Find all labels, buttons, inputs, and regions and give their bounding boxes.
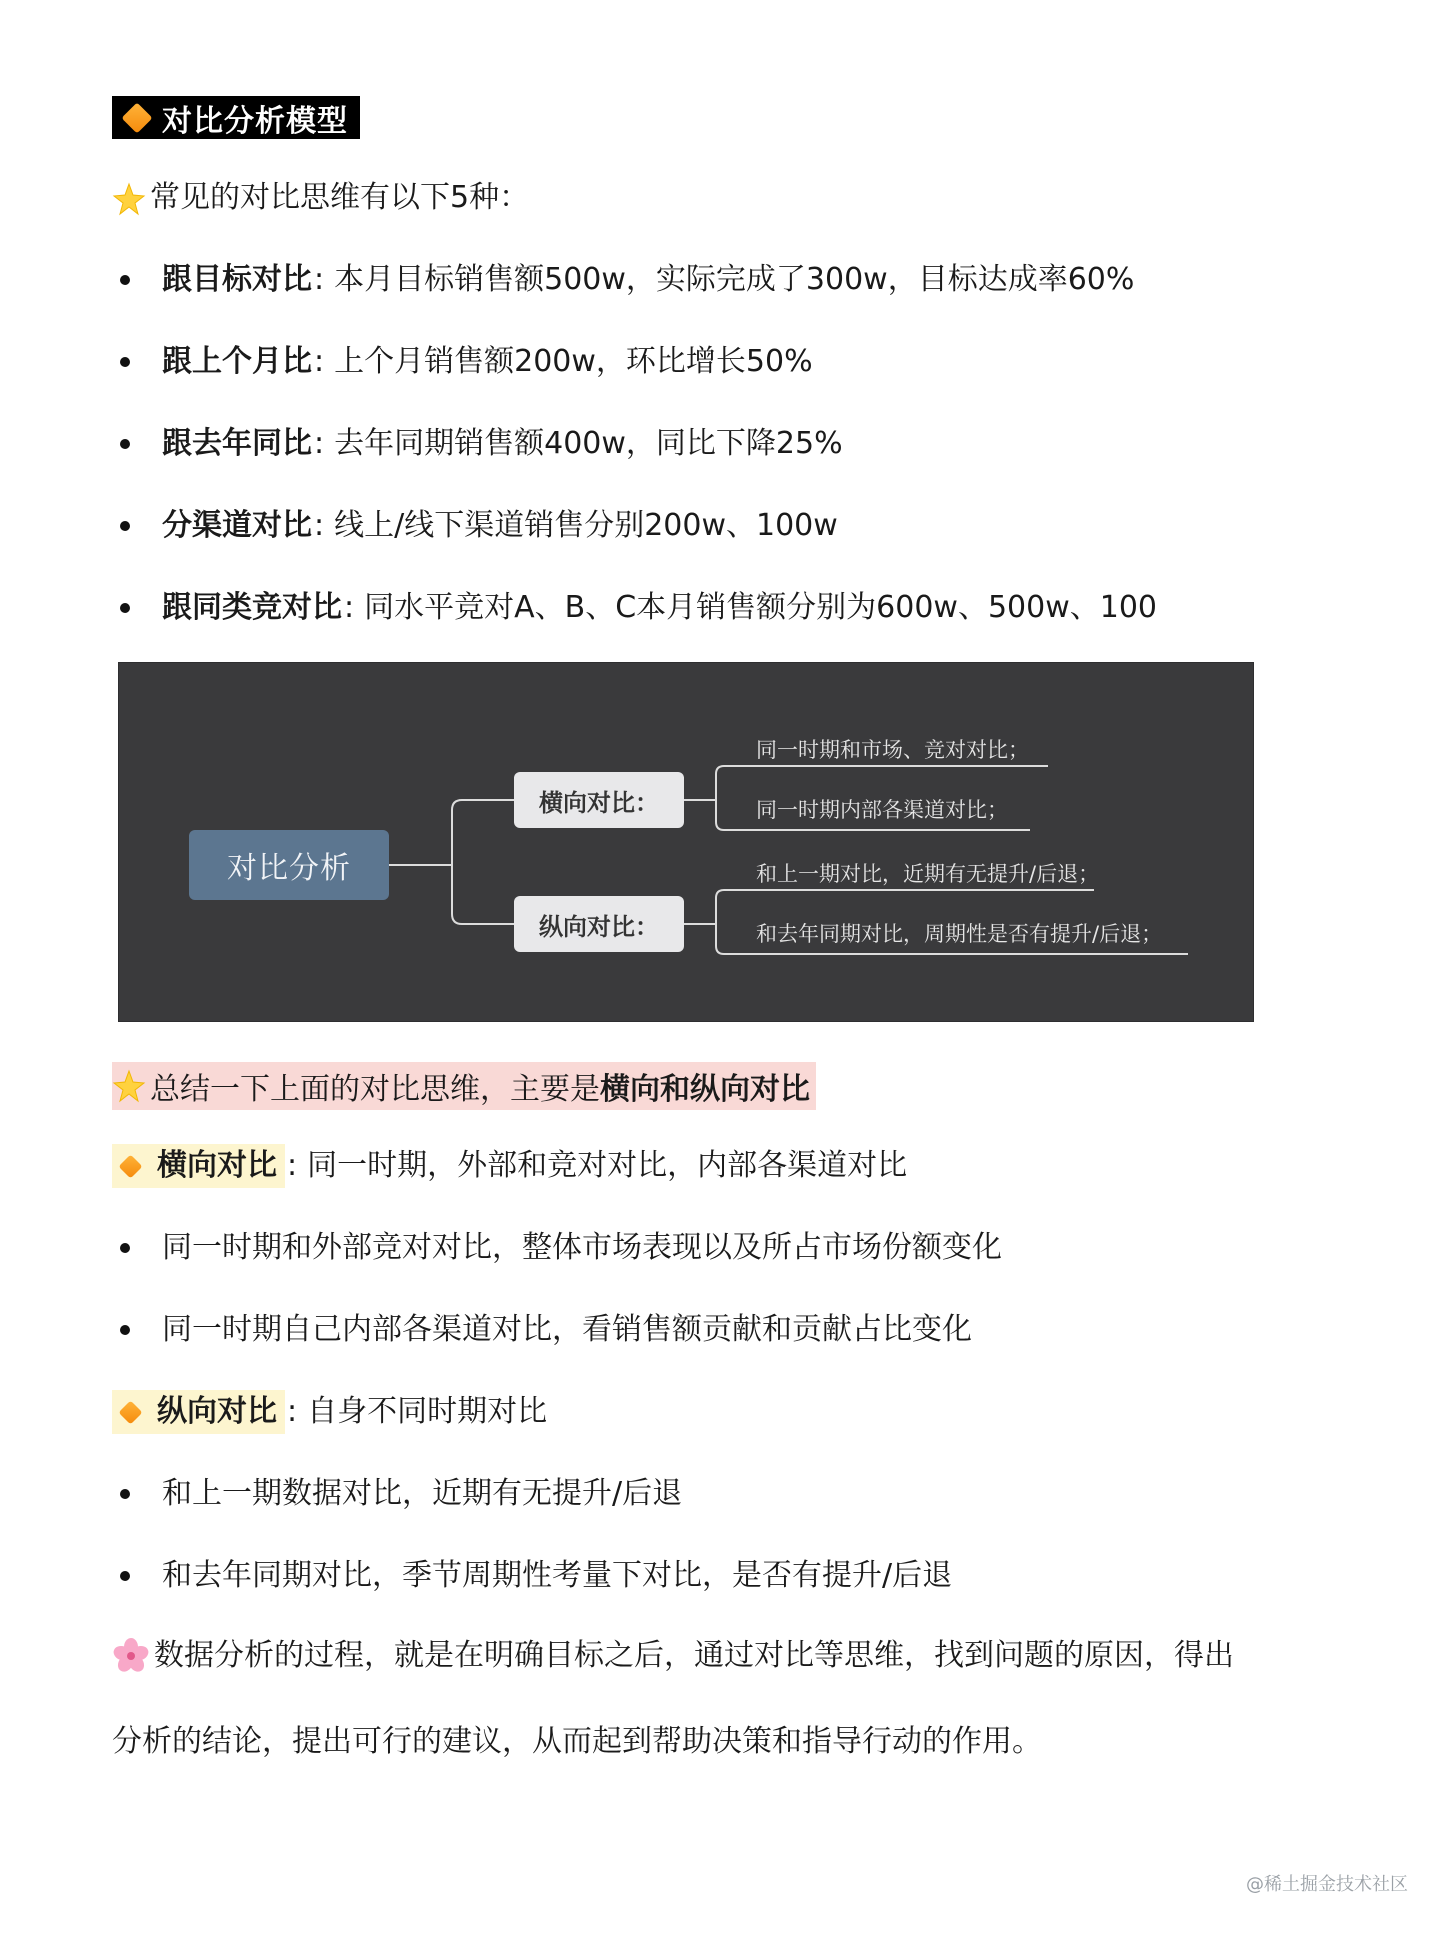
summary-bold-text: 横向和纵向对比: [600, 1072, 810, 1107]
bullet-dot-icon: [120, 1243, 130, 1253]
diagram-horizontal-node: 横向对比：: [514, 772, 684, 828]
summary-line: [112, 1062, 816, 1110]
list-item-text: 同水平竞对A、B、C本月销售额分别为600w、500w、100: [364, 590, 1158, 625]
vertical-text: 自身不同时期对比: [307, 1394, 548, 1429]
mindmap-diagram: [118, 662, 1254, 1022]
list-item-text: 本月目标销售额500w，实际完成了300w，目标达成率60%: [334, 262, 1135, 297]
horizontal-label: 横向对比: [157, 1148, 277, 1183]
conclusion-line-2: [112, 1722, 1042, 1762]
diagram-root-node: 对比分析: [189, 830, 389, 900]
list-item: 跟去年同比 : 去年同期销售额400w，同比下降25%: [120, 424, 843, 464]
vertical-heading: 纵向对比 : 自身不同时期对比: [112, 1390, 547, 1434]
bullet-dot-icon: [120, 1489, 130, 1499]
list-item: 跟上个月比 : 上个月销售额200w，环比增长50%: [120, 342, 813, 382]
list-item-label: 分渠道对比: [162, 508, 312, 543]
horizontal-label-tag: [112, 1144, 285, 1188]
list-item: 分渠道对比 : 线上/线下渠道销售分别200w、100w: [120, 506, 838, 546]
list-item: 跟目标对比 : 本月目标销售额500w，实际完成了300w，目标达成率60%: [120, 260, 1134, 300]
orange-diamond-icon: [118, 1400, 142, 1424]
bullet-dot-icon: [120, 603, 130, 613]
horizontal-heading: 横向对比 : 同一时期，外部和竞对对比，内部各渠道对比: [112, 1144, 907, 1188]
sparkle-star-icon: [112, 1069, 146, 1103]
sparkle-star-icon: [112, 182, 146, 216]
bullet-dot-icon: [120, 1325, 130, 1335]
list-item-label: 跟上个月比: [162, 344, 312, 379]
orange-diamond-icon: [118, 1154, 142, 1178]
list-item-label: 跟同类竞对比: [162, 590, 342, 625]
list-item-text: 同一时期自己内部各渠道对比，看销售额贡献和贡献占比变化: [162, 1312, 972, 1347]
diagram-leaf: 同一时期内部各渠道对比；: [756, 798, 1008, 822]
diagram-leaf: 和上一期对比，近期有无提升/后退；: [756, 862, 1100, 886]
diagram-vertical-node: 纵向对比：: [514, 896, 684, 952]
bullet-dot-icon: [120, 521, 130, 531]
list-item-label: 跟去年同比: [162, 426, 312, 461]
intro-text: 常见的对比思维有以下5种：: [150, 180, 530, 215]
vertical-label: 纵向对比: [157, 1394, 277, 1429]
bullet-dot-icon: [120, 439, 130, 449]
bullet-dot-icon: [120, 1571, 130, 1581]
list-item-text: 上个月销售额200w，环比增长50%: [334, 344, 813, 379]
list-item-text: 和上一期数据对比，近期有无提升/后退: [162, 1476, 683, 1511]
list-item-label: 跟目标对比: [162, 262, 312, 297]
conclusion-text-2: 分析的结论，提出可行的建议，从而起到帮助决策和指导行动的作用。: [112, 1724, 1042, 1759]
bullet-dot-icon: [120, 357, 130, 367]
section-title-text: 对比分析模型: [162, 103, 348, 139]
conclusion-line-1: [112, 1636, 1234, 1676]
diagram-leaf: 和去年同期对比，周期性是否有提升/后退；: [756, 922, 1163, 946]
summary-text: 总结一下上面的对比思维，主要是: [150, 1072, 600, 1107]
diagram-leaf: 同一时期和市场、竞对对比；: [756, 738, 1029, 762]
list-item: [120, 1310, 972, 1350]
cherry-blossom-icon: [112, 1637, 150, 1675]
list-item-text: 和去年同期对比，季节周期性考量下对比，是否有提升/后退: [162, 1558, 953, 1593]
list-item-text: 线上/线下渠道销售分别200w、100w: [334, 508, 838, 543]
watermark: @稀土掘金技术社区: [1246, 1874, 1408, 1895]
conclusion-text-1: 数据分析的过程，就是在明确目标之后，通过对比等思维，找到问题的原因，得出: [154, 1638, 1234, 1673]
horizontal-text: 同一时期，外部和竞对对比，内部各渠道对比: [307, 1148, 908, 1183]
list-item: 跟同类竞对比 : 同水平竞对A、B、C本月销售额分别为600w、500w、100: [120, 588, 1157, 628]
vertical-label-tag: [112, 1390, 285, 1434]
list-item-text: 同一时期和外部竞对对比，整体市场表现以及所占市场份额变化: [162, 1230, 1002, 1265]
list-item: [120, 1556, 952, 1596]
list-item: [120, 1474, 682, 1514]
bullet-dot-icon: [120, 275, 130, 285]
list-item: [120, 1228, 1002, 1268]
list-item-text: 去年同期销售额400w，同比下降25%: [334, 426, 843, 461]
orange-diamond-icon: [121, 102, 152, 133]
intro-line: [112, 178, 529, 218]
section-title: [112, 96, 360, 139]
